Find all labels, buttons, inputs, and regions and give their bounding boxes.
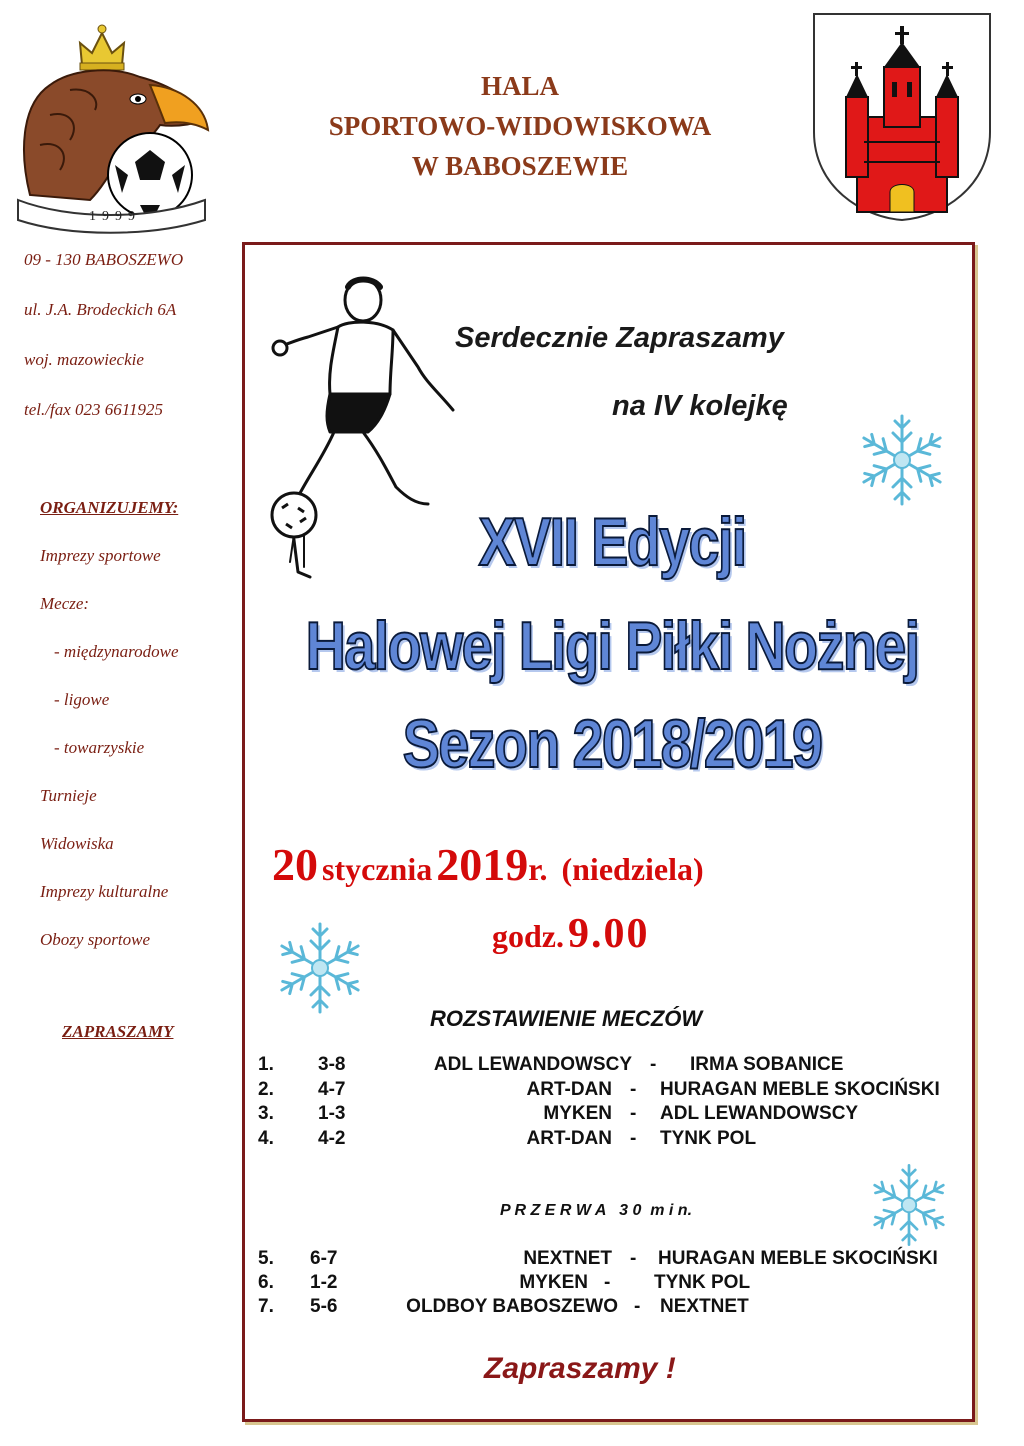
matches-heading: ROZSTAWIENIE MECZÓW (430, 1006, 703, 1031)
date-month: stycznia (322, 851, 433, 887)
church-shield-icon (812, 12, 992, 222)
match-row: 1. 3-8 ADL LEWANDOWSCY - IRMA SOBANICE (258, 1054, 844, 1075)
address-line4: tel./fax 023 6611925 (24, 400, 163, 419)
snowflake-icon (270, 918, 370, 1018)
club-logo (10, 15, 210, 240)
venue-title-line3: W BABOSZEWIE (411, 151, 629, 181)
event-time (492, 910, 650, 958)
organizer-item: Widowiska (40, 834, 114, 853)
date-weekday: (niedziela) (561, 851, 704, 887)
organizer-item: Imprezy sportowe (40, 546, 161, 565)
title-league: Halowej Ligi Piłki Nożnej (305, 608, 919, 684)
date-day: 20 (272, 839, 318, 890)
time-label: godz. (492, 918, 564, 954)
match-row: 6. 1-2 MYKEN - TYNK POL (258, 1272, 751, 1293)
organizer-heading: ORGANIZUJEMY: (40, 498, 179, 517)
organizer-item: Imprezy kulturalne (40, 882, 169, 901)
match-row: 5. 6-7 NEXTNET - HURAGAN MEBLE SKOCIŃSKI (258, 1248, 938, 1269)
logo-year: 1999 (89, 209, 141, 224)
time-value: 9.00 (568, 911, 650, 957)
coat-of-arms (812, 12, 992, 222)
match-row: 3. 1-3 MYKEN - ADL LEWANDOWSCY (258, 1103, 859, 1124)
organizer-item: - międzynarodowe (54, 642, 179, 661)
address-line2: ul. J.A. Brodeckich 6A (24, 300, 177, 319)
title-edition: XVII Edycji (478, 504, 746, 580)
organizer-item: - ligowe (54, 690, 110, 709)
organizer-item: - towarzyskie (54, 738, 145, 757)
invite-line1: Serdecznie Zapraszamy (455, 322, 784, 354)
match-row: 2. 4-7 ART-DAN - HURAGAN MEBLE SKOCIŃSKI (258, 1079, 940, 1100)
organizer-item: Obozy sportowe (40, 930, 151, 949)
date-suffix: r. (528, 851, 548, 887)
match-row: 7. 5-6 OLDBOY BABOSZEWO - NEXTNET (258, 1296, 749, 1317)
eagle-crest-icon (10, 15, 210, 240)
match-row: 4. 4-2 ART-DAN - TYNK POL (258, 1128, 757, 1149)
organizer-item: Turnieje (40, 786, 97, 805)
snowflake-icon (852, 410, 952, 510)
organizer-list (40, 498, 179, 978)
title-season: Sezon 2018/2019 (402, 706, 822, 782)
address-line3: woj. mazowieckie (24, 350, 144, 369)
snowflake-icon (864, 1160, 954, 1250)
sidebar-footer: ZAPRASZAMY (62, 1022, 174, 1041)
break-label: P R Z E R W A 3 0 m i n. (500, 1202, 693, 1219)
invite-line2: na IV kolejkę (612, 390, 788, 422)
date-year: 2019 (436, 839, 529, 890)
address-block (24, 250, 183, 450)
event-date (272, 838, 704, 891)
venue-title-line1: HALA (480, 71, 559, 101)
matches-list-part2 (258, 1248, 978, 1328)
organizer-item: Mecze: (40, 594, 90, 613)
closing-text: Zapraszamy ! (484, 1352, 676, 1385)
matches-list-part1 (258, 1054, 978, 1164)
address-line1: 09 - 130 BABOSZEWO (24, 250, 184, 269)
venue-title-line2: SPORTOWO-WIDOWISKOWA (328, 111, 712, 141)
venue-title (240, 66, 800, 186)
